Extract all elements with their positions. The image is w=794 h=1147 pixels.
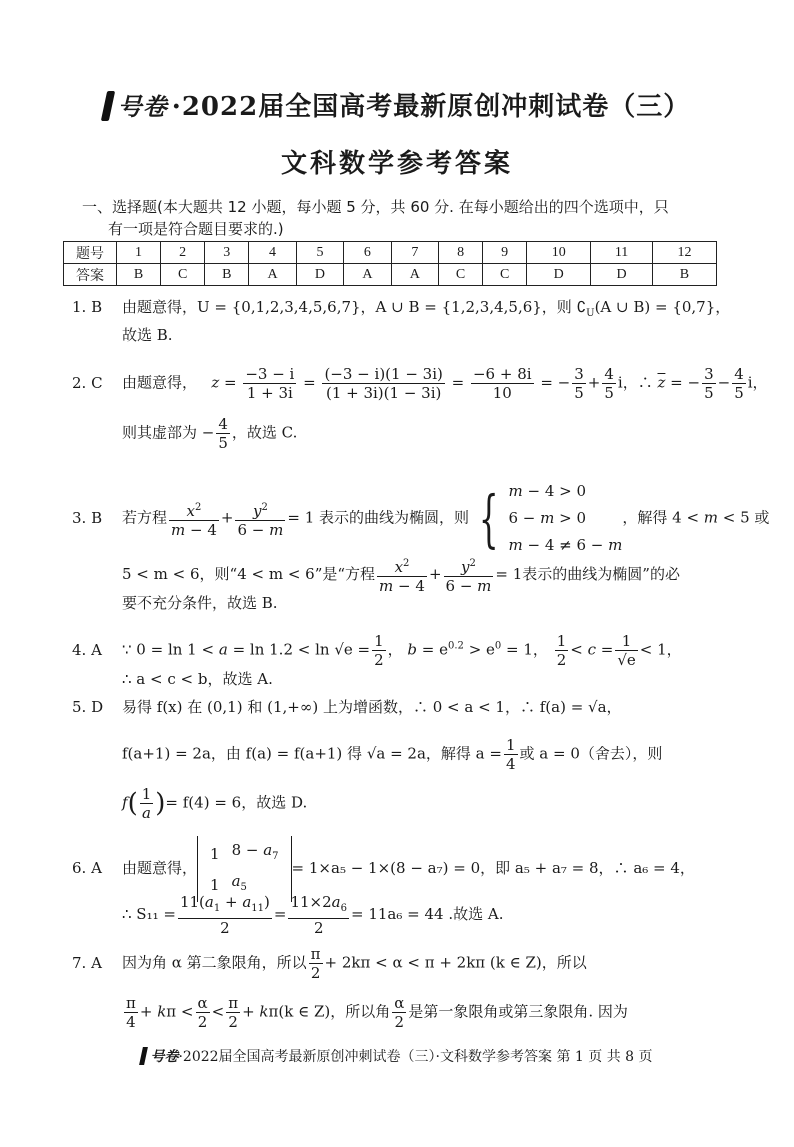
solution-text: 5 < m < 6，则“4 < m < 6”是“方程 xyxy=(122,565,376,583)
solution-text: = 1×a₅ − 1×(8 − a₇) = 0，即 a₅ + a₇ = 8，∴ a₆ = 4， xyxy=(291,859,695,877)
table-cell: C xyxy=(483,264,527,286)
table-cell: C xyxy=(439,264,483,286)
solution-4: 4. A ∵ 0 = ln 1 < a = ln 1.2 < ln √e = $\frac{1}{2}$ ， $b = e^{0.2} > e^0 = 1$， $\frac{1}{2}$ < c = $\frac{1}{√e}$ < 1， xyxy=(72,632,682,669)
solution-3-line2: 5 < m < 6，则“4 < m < 6”是“方程 $\frac{x^2}{m - 4}$ + $\frac{y^2}{6 - m}$ = 1表示的曲线为椭圆”的必 xyxy=(122,555,680,595)
brace-icon: { xyxy=(478,481,499,555)
table-cell: 12 xyxy=(652,242,716,264)
solution-text: = f(4) = 6，故选 D. xyxy=(165,793,308,812)
complement-subscript: U xyxy=(586,308,595,319)
solution-text: 表示的曲线为椭圆”的必 xyxy=(522,565,680,583)
table-cell: 3 xyxy=(205,242,249,264)
table-cell: B xyxy=(652,264,716,286)
table-cell: 1 xyxy=(117,242,161,264)
solution-6-line2: ∴ S₁₁ = $\frac{11(a_1 + a_{11})}{2}$ = $\frac{11\times 2a_6}{2}$ = 11a₆ = 44 .故选 A. xyxy=(122,893,504,937)
solution-number: 3. B xyxy=(72,508,103,527)
solution-text: 由题意得，U = {0,1,2,3,4,5,6,7}，A ∪ B = {1,2,3,4,5,6}，则 ∁ xyxy=(122,298,587,316)
solution-text: 则其虚部为 − xyxy=(122,423,215,442)
solution-5-line3: f( $\frac{1}{a}$ )= f(4) = 6，故选 D. xyxy=(122,785,308,822)
paper-subtitle: 文科数学参考答案 xyxy=(280,149,513,179)
table-cell: 7 xyxy=(391,242,438,264)
table-header-cell: 答案 xyxy=(64,264,117,286)
solution-text: f(a+1) = 2a，由 f(a) = f(a+1) 得 √a = 2a，解得 a = xyxy=(122,744,502,763)
solution-text: ，故选 C. xyxy=(231,423,298,442)
solution-3: 3. B 若方程 $\frac{x^2}{m - 4}$ + $\frac{y^2}{6 - m}$ = 1 表示的曲线为椭圆，则 { m − 4 > 0 6 − m > 0 m − 4 ≠ 6 − m，解得 4 < m < 5 或 xyxy=(72,478,769,559)
fraction: $\frac{-3 - i}{1 + 3i}$ xyxy=(245,365,295,402)
solution-text: 由题意得， xyxy=(122,859,198,877)
solution-text: 是第一象限角或第三象限角. 因为 xyxy=(408,1002,628,1021)
answer-table xyxy=(63,241,717,286)
table-cell: 11 xyxy=(591,242,653,264)
section-heading xyxy=(82,196,722,240)
table-cell: 8 xyxy=(439,242,483,264)
fraction: $\frac{4}{5}$ xyxy=(218,415,228,452)
solution-number: 4. A xyxy=(72,640,102,659)
table-cell: A xyxy=(391,264,438,286)
table-cell: 2 xyxy=(161,242,205,264)
solution-number: 2. C xyxy=(72,373,103,392)
solution-text: ∴ S₁₁ = xyxy=(122,905,176,923)
solution-text: 因为角 α 第二象限角，所以 xyxy=(122,953,307,972)
brand-logo: 号卷 xyxy=(104,87,168,122)
section-heading-line1: 一、选择题(本大题共 12 小题，每小题 5 分，共 60 分. 在每小题给出的四个选项中，只 xyxy=(82,198,669,216)
solution-2: 2. C 由题意得， z = $\frac{-3 - i}{1 + 3i}$ = $\frac{(-3 - i)(1 - 3i)}{(1 + 3i)(1 - 3i)}$ = $\frac{-6 + 8i}{10}$ = − $\frac{3}{5}$ + $\frac{4}{5}$ i，∴ $\overline{z}$ = − $\frac{3}{5}$ − $\frac{4}{5}$ i， xyxy=(72,365,768,402)
solution-number: 7. A xyxy=(72,953,102,972)
table-cell: C xyxy=(161,264,205,286)
table-cell: 4 xyxy=(249,242,296,264)
page-footer xyxy=(0,1046,794,1066)
solution-5 xyxy=(72,697,622,717)
inequality-system: m − 4 > 0 6 − m > 0 m − 4 ≠ 6 − m xyxy=(508,482,623,554)
table-cell: 5 xyxy=(296,242,343,264)
solution-number: 1. B xyxy=(72,298,103,316)
solution-text: 或 a = 0（舍去），则 xyxy=(519,744,663,763)
solution-number: 5. D xyxy=(72,698,104,716)
determinant: 1 $8 - a_7$ 1 $a_5$ xyxy=(197,836,292,902)
solution-7-line2: $\frac{\pi}{4}$ + kπ < $\frac{\alpha}{2}$ < $\frac{\pi}{2}$ + kπ(k ∈ Z)，所以角 $\frac{\alpha}{2}$ 是第一象限角或第三象限角. 因为 xyxy=(126,994,628,1031)
solution-5-line2: f(a+1) = 2a，由 f(a) = f(a+1) 得 √a = 2a，解得 a = $\frac{1}{4}$ 或 a = 0（舍去），则 xyxy=(122,736,663,773)
solution-number: 6. A xyxy=(72,859,102,877)
solution-7: 7. A 因为角 α 第二象限角，所以 $\frac{\pi}{2}$ + 2kπ < α < π + 2kπ (k ∈ Z)，所以 xyxy=(72,945,587,982)
solution-1 xyxy=(72,297,730,324)
table-row xyxy=(64,242,717,264)
fraction: $\frac{-6 + 8i}{10}$ xyxy=(472,365,532,402)
solution-text: (k ∈ Z)，所以角 xyxy=(278,1002,391,1021)
footer-text: ·2022届全国高考最新原创冲刺试卷（三）·文科数学参考答案 第 1 页 共 8 页 xyxy=(178,1049,653,1065)
footer-brand: 号卷 xyxy=(150,1049,179,1065)
table-cell: 9 xyxy=(483,242,527,264)
table-row xyxy=(64,264,717,286)
solution-text: 易得 f(x) 在 (0,1) 和 (1,+∞) 上为增函数，∴ 0 < a < 1，∴ f(a) = √a， xyxy=(122,698,622,716)
solution-2-line2 xyxy=(122,415,297,452)
solution-text: = 11a₆ = 44 .故选 A. xyxy=(351,905,504,923)
solution-text: + 2kπ < α < π + 2kπ (k ∈ Z)，所以 xyxy=(324,953,587,972)
table-cell: B xyxy=(117,264,161,286)
table-cell: A xyxy=(249,264,296,286)
table-cell: A xyxy=(344,264,391,286)
solution-4-line2: ∴ a < c < b，故选 A. xyxy=(122,670,273,688)
section-heading-line2: 有一项是符合题目要求的.) xyxy=(108,220,284,238)
table-cell: 10 xyxy=(527,242,591,264)
brand-mark-icon xyxy=(101,91,115,121)
solution-1-line2: 故选 B. xyxy=(122,326,173,344)
table-header-cell: 题号 xyxy=(64,242,117,264)
paper-title: 号卷 ·2022届全国高考最新原创冲刺试卷（三） xyxy=(0,86,794,123)
brand-mark-icon xyxy=(140,1047,149,1065)
table-cell: B xyxy=(205,264,249,286)
table-cell: D xyxy=(527,264,591,286)
solution-text: (A ∪ B) = {0,7}， xyxy=(594,298,731,316)
table-cell: D xyxy=(296,264,343,286)
table-cell: D xyxy=(591,264,653,286)
table-cell: 6 xyxy=(344,242,391,264)
solution-3-line3: 要不充分条件，故选 B. xyxy=(122,594,278,612)
fraction: $\frac{(-3 - i)(1 - 3i)}{(1 + 3i)(1 - 3i)}$ xyxy=(324,365,443,402)
